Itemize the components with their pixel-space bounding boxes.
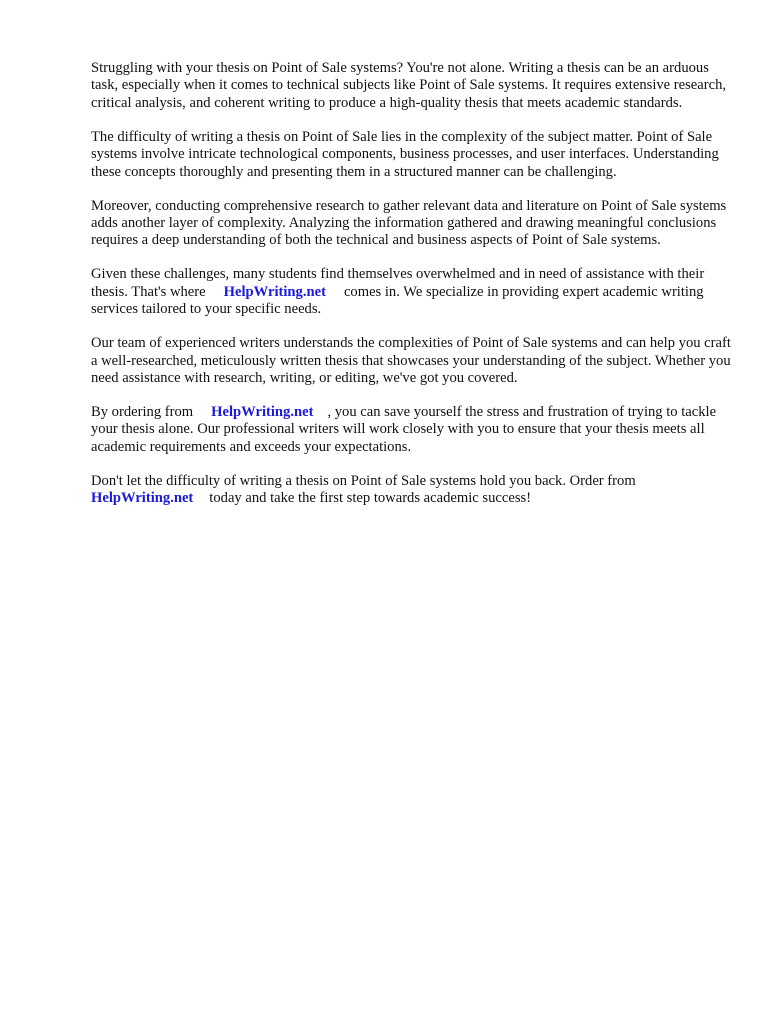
paragraph-team: Our team of experienced writers understands the complexities of Point of Sale systems and can help you craft a well-researched, meticulously written thesis that showcases your understanding of the subject. Whether you need assistance with research, writing, or editing, we've got you covered.	[91, 335, 731, 387]
paragraph-challenges	[91, 266, 731, 318]
paragraph-closing	[91, 473, 731, 508]
paragraph-challenges-text-after: comes in. We specialize in providing expert academic writing services tailored to your specific needs.	[91, 283, 704, 318]
paragraph-ordering-text-after: , you can save yourself the stress and frustration of trying to tackle your thesis alone. Our professional writers will work closely with you to ensure that your thesis meets all academic requirements and exceeds your expectations.	[91, 404, 717, 455]
helpwriting-link-1[interactable]: HelpWriting.net	[223, 283, 326, 300]
paragraph-ordering-text-before: By ordering from	[91, 404, 194, 421]
paragraph-intro: Struggling with your thesis on Point of Sale systems? You're not alone. Writing a thesis can be an arduous task, especially when it comes to technical subjects like Point of Sale systems. It requires extensive research, critical analysis, and coherent writing to produce a high-quality thesis that meets academic standards.	[91, 60, 727, 111]
paragraph-research: Moreover, conducting comprehensive research to gather relevant data and literature on Point of Sale systems adds another layer of complexity. Analyzing the information gathered and drawing meaningful conclusions requires a deep understanding of both the technical and business aspects of Point of Sale systems.	[91, 197, 727, 249]
paragraph-ordering	[91, 404, 731, 456]
helpwriting-link-3[interactable]: HelpWriting.net	[91, 490, 194, 507]
paragraph-difficulty: The difficulty of writing a thesis on Point of Sale lies in the complexity of the subject matter. Point of Sale systems involve intricate technological components, business processes, and user interfaces. Understanding these concepts thoroughly and presenting them in a structured manner can be challenging.	[91, 128, 719, 180]
document-body	[91, 60, 731, 524]
helpwriting-link-2[interactable]: HelpWriting.net	[211, 404, 314, 421]
paragraph-closing-text-after: today and take the first step towards academic success!	[209, 490, 532, 507]
paragraph-closing-text-before: Don't let the difficulty of writing a thesis on Point of Sale systems hold you back. Order from	[91, 472, 636, 489]
paragraph-challenges-text-before: Given these challenges, many students find themselves overwhelmed and in need of assistance with their thesis. That's where	[91, 266, 705, 300]
